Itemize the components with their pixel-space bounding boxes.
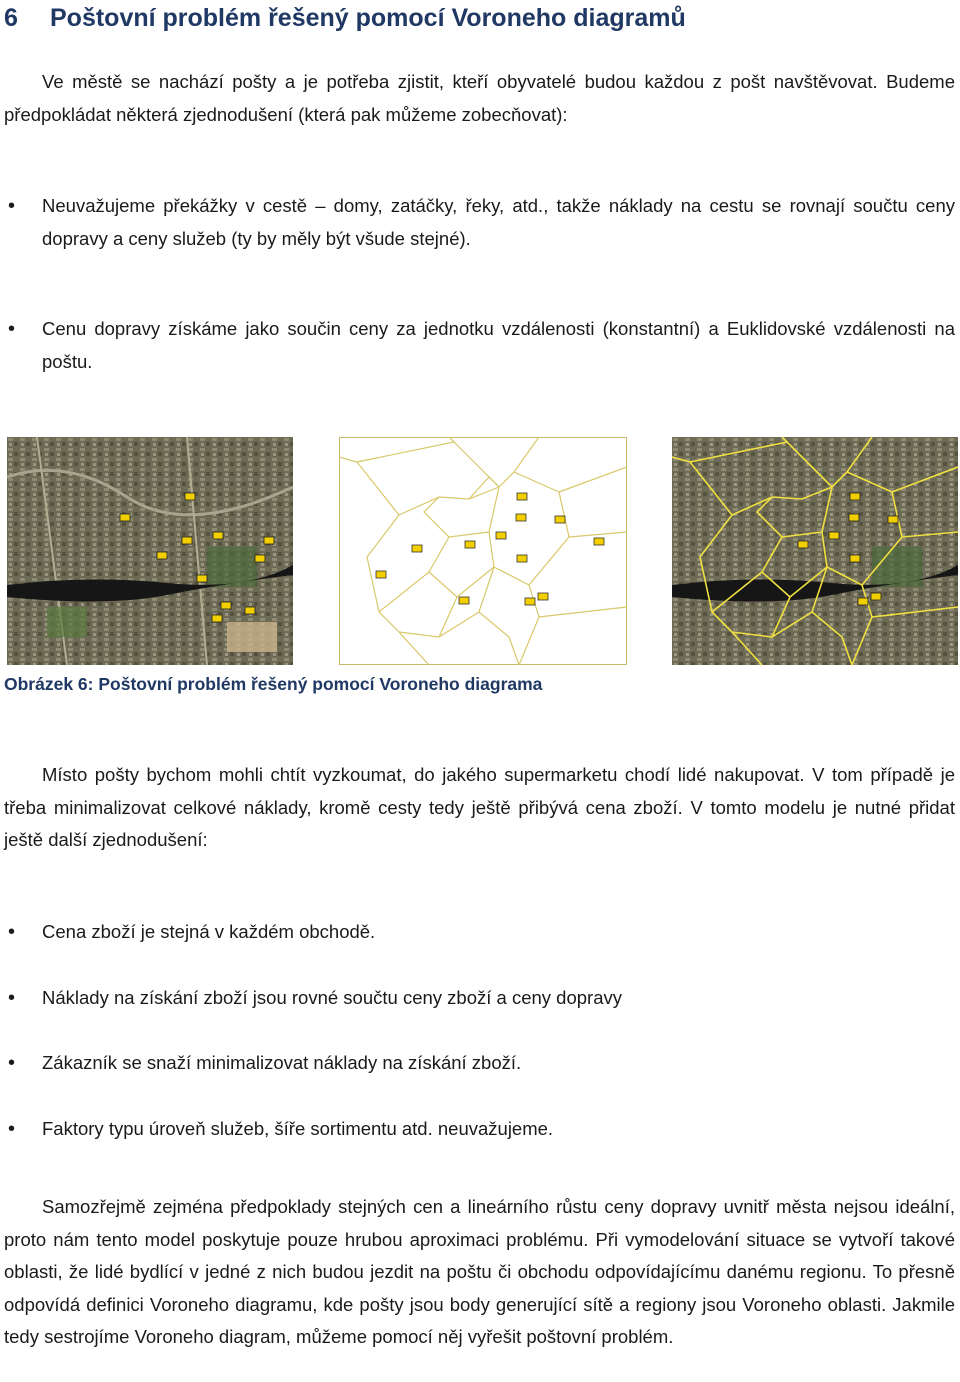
bullet-text: Neuvažujeme překážky v cestě – domy, zatáčky, řeky, atd., takže náklady na cestu se rovnají součtu ceny dopravy a ceny služeb (ty by měly být všude stejné). bbox=[42, 195, 955, 249]
voronoi-diagram-image bbox=[339, 437, 627, 665]
bullet-dot: • bbox=[8, 1118, 16, 1140]
aerial-map-image bbox=[7, 437, 293, 665]
conclusion-paragraph: Samozřejmě zejména předpoklady stejných cen a lineárního růstu ceny dopravy uvnitř města nejsou ideální, proto nám tento model poskytuje pouze hrubou aproximaci problému. Při vymodelování situace se vytvoří takové oblasti, že lidé bydlící v jedné z nich budou jezdit na poštu či obchodu odpovídajícímu danému regionu. To přesně odpovídá definici Voroneho diagramu, kde pošty jsou body generující sítě a regiony jsou Voroneho oblasti. Jakmile tedy sestrojíme Voroneho diagram, můžeme pomocí něj vyřešit poštovní problém. bbox=[4, 1196, 955, 1347]
bullet-text: Zákazník se snaží minimalizovat náklady na získání zboží. bbox=[42, 1052, 522, 1073]
bullet-dot: • bbox=[8, 987, 16, 1009]
list-item bbox=[4, 190, 955, 255]
list-item bbox=[4, 1047, 955, 1080]
bullet-text: Cenu dopravy získáme jako součin ceny za jednotku vzdálenosti (konstantní) a Euklidovské vzdálenosti na poštu. bbox=[42, 318, 955, 372]
bullet-text: Cena zboží je stejná v každém obchodě. bbox=[42, 921, 376, 942]
section-heading bbox=[4, 0, 954, 36]
section-number: 6 bbox=[4, 4, 18, 32]
aerial-voronoi-overlay-svg bbox=[672, 437, 958, 665]
bullet-dot: • bbox=[8, 318, 16, 340]
supermarket-paragraph: Místo pošty bychom mohli chtít vyzkoumat, do jakého supermarketu chodí lidé nakupovat. V tom případě je třeba minimalizovat celkové náklady, kromě cesty tedy ještě přibývá cena zboží. V tomto modelu je nutné přidat ještě další zjednodušení: bbox=[4, 764, 955, 850]
figure-caption: Obrázek 6: Poštovní problém řešený pomocí Voroneho diagrama bbox=[4, 674, 543, 694]
voronoi-diagram-svg bbox=[339, 437, 627, 665]
intro-paragraph: Ve městě se nachází pošty a je potřeba zjistit, kteří obyvatelé budou každou z pošt navštěvovat. Budeme předpokládat některá zjednodušení (která pak můžeme zobecňovat): bbox=[4, 71, 955, 125]
section-title: Poštovní problém řešený pomocí Voroneho diagramů bbox=[50, 4, 686, 32]
aerial-voronoi-overlay-image bbox=[672, 437, 958, 665]
bullet-dot: • bbox=[8, 195, 16, 217]
bullet-text: Faktory typu úroveň služeb, šíře sortimentu atd. neuvažujeme. bbox=[42, 1118, 554, 1139]
aerial-map-svg bbox=[7, 437, 293, 665]
list-item bbox=[4, 1113, 955, 1146]
bullet-dot: • bbox=[8, 1052, 16, 1074]
list-item bbox=[4, 916, 955, 949]
list-item bbox=[4, 982, 955, 1015]
bullet-text: Náklady na získání zboží jsou rovné součtu ceny zboží a ceny dopravy bbox=[42, 987, 622, 1008]
bullet-dot: • bbox=[8, 921, 16, 943]
list-item bbox=[4, 313, 955, 378]
